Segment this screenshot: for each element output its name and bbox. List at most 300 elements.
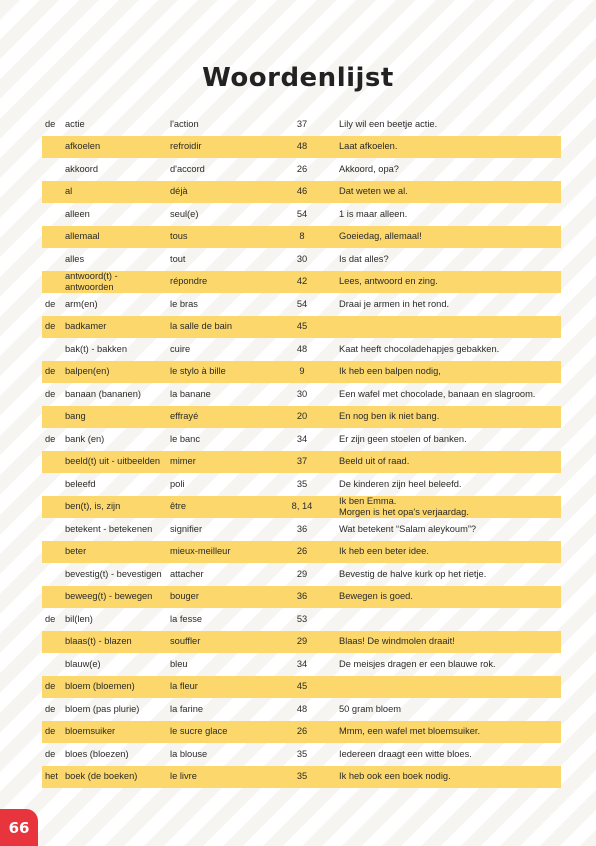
row-article	[45, 136, 65, 159]
row-french-text: signifier	[170, 523, 203, 534]
row-article-text: de	[45, 298, 56, 309]
row-article	[45, 383, 65, 406]
table-row	[42, 743, 561, 766]
row-example-text: Goeiedag, allemaal!	[339, 231, 422, 242]
row-french	[170, 766, 285, 789]
row-page	[282, 631, 322, 654]
row-article-text: de	[45, 613, 56, 624]
row-page-text: 8	[299, 231, 305, 242]
row-example	[339, 406, 559, 429]
table-row	[42, 428, 561, 451]
row-example-text: Kaat heeft chocoladehapjes gebakken.	[339, 343, 500, 354]
row-page	[282, 226, 322, 249]
row-word-text: bang	[65, 411, 86, 422]
row-article-text: de	[45, 321, 56, 332]
row-french	[170, 586, 285, 609]
row-french	[170, 136, 285, 159]
table-row	[42, 541, 561, 564]
row-french-text: le livre	[170, 771, 197, 782]
row-word	[65, 721, 165, 744]
row-word	[65, 653, 165, 676]
row-article	[45, 653, 65, 676]
table-row	[42, 316, 561, 339]
row-word-text: beeld(t) uit - uitbeelden	[65, 456, 161, 467]
row-example-text: De kinderen zijn heel beleefd.	[339, 478, 462, 489]
table-row	[42, 181, 561, 204]
row-word	[65, 698, 165, 721]
row-example-text: Lily wil een beetje actie.	[339, 118, 438, 129]
row-page-text: 53	[296, 613, 308, 624]
row-french	[170, 203, 285, 226]
row-article	[45, 473, 65, 496]
table-row	[42, 518, 561, 541]
row-french	[170, 608, 285, 631]
row-example-text: En nog ben ik niet bang.	[339, 411, 440, 422]
table-row	[42, 406, 561, 429]
row-french-text: bleu	[170, 658, 188, 669]
table-row	[42, 586, 561, 609]
row-french-text: la farine	[170, 703, 204, 714]
row-page-text: 37	[296, 456, 308, 467]
row-example	[339, 113, 559, 136]
row-example-text: Akkoord, opa?	[339, 163, 399, 174]
row-french-text: mieux-meilleur	[170, 546, 231, 557]
row-page	[282, 203, 322, 226]
row-example-text: 50 gram bloem	[339, 703, 402, 714]
row-page-text: 48	[296, 343, 308, 354]
row-word-text: beter	[65, 546, 87, 557]
row-french	[170, 383, 285, 406]
row-french-text: répondre	[170, 276, 208, 287]
row-page	[282, 496, 322, 519]
row-article-text: de	[45, 433, 56, 444]
row-article	[45, 361, 65, 384]
row-example	[339, 181, 559, 204]
row-french-text: cuire	[170, 343, 191, 354]
row-word-text: antwoord(t) - antwoorden	[65, 271, 118, 292]
row-page-text: 26	[296, 546, 308, 557]
row-french	[170, 113, 285, 136]
row-article	[45, 248, 65, 271]
row-word-text: bloemsuiker	[65, 726, 116, 737]
row-word	[65, 631, 165, 654]
row-word-text: al	[65, 186, 73, 197]
row-word-text: boek (de boeken)	[65, 771, 138, 782]
row-french	[170, 361, 285, 384]
row-example-text: Bewegen is goed.	[339, 591, 413, 602]
row-french-text: le banc	[170, 433, 200, 444]
row-article-text: de	[45, 703, 56, 714]
row-example	[339, 766, 559, 789]
row-word	[65, 271, 165, 294]
row-page	[282, 113, 322, 136]
row-word	[65, 406, 165, 429]
row-french-text: la salle de bain	[170, 321, 233, 332]
row-word-text: bloem (pas plurie)	[65, 703, 140, 714]
row-page	[282, 721, 322, 744]
row-word	[65, 473, 165, 496]
row-page	[282, 316, 322, 339]
row-word	[65, 338, 165, 361]
row-example	[339, 271, 559, 294]
table-row	[42, 473, 561, 496]
row-page-text: 54	[296, 298, 308, 309]
row-word	[65, 451, 165, 474]
row-word-text: banaan (bananen)	[65, 388, 141, 399]
row-word-text: akkoord	[65, 163, 99, 174]
page-number-badge: 66	[0, 809, 38, 846]
row-page-text: 35	[296, 748, 308, 759]
table-row	[42, 496, 561, 519]
row-word	[65, 428, 165, 451]
row-french-text: déjà	[170, 186, 188, 197]
page-title: Woordenlijst	[202, 63, 394, 93]
row-example	[339, 203, 559, 226]
row-example-text: 1 is maar alleen.	[339, 208, 408, 219]
row-article	[45, 563, 65, 586]
row-article	[45, 338, 65, 361]
row-page	[282, 181, 322, 204]
row-page-text: 34	[296, 433, 308, 444]
row-french-text: la fleur	[170, 681, 198, 692]
row-article-text: de	[45, 118, 56, 129]
row-example	[339, 653, 559, 676]
row-french	[170, 653, 285, 676]
row-example-text: Lees, antwoord en zing.	[339, 276, 438, 287]
row-page-text: 30	[296, 388, 308, 399]
row-word-text: ben(t), is, zijn	[65, 501, 121, 512]
row-french-text: tout	[170, 253, 186, 264]
row-page	[282, 158, 322, 181]
row-french	[170, 406, 285, 429]
row-french-text: la blouse	[170, 748, 208, 759]
row-page-text: 37	[296, 118, 308, 129]
table-row	[42, 361, 561, 384]
row-french	[170, 563, 285, 586]
row-article-text: de	[45, 748, 56, 759]
row-page	[282, 473, 322, 496]
row-article	[45, 608, 65, 631]
row-page	[282, 586, 322, 609]
row-word-text: beleefd	[65, 478, 96, 489]
table-row	[42, 248, 561, 271]
row-article	[45, 698, 65, 721]
row-article	[45, 113, 65, 136]
row-french	[170, 518, 285, 541]
row-word-text: bloem (bloemen)	[65, 681, 135, 692]
row-article	[45, 406, 65, 429]
table-row	[42, 451, 561, 474]
row-article	[45, 271, 65, 294]
row-french-text: mimer	[170, 456, 196, 467]
row-example	[339, 428, 559, 451]
table-row	[42, 203, 561, 226]
row-french	[170, 676, 285, 699]
row-article	[45, 293, 65, 316]
row-article	[45, 226, 65, 249]
row-french-text: tous	[170, 231, 188, 242]
row-page	[282, 563, 322, 586]
row-french-text: être	[170, 501, 187, 512]
row-word-text: afkoelen	[65, 141, 101, 152]
row-article	[45, 743, 65, 766]
row-example	[339, 293, 559, 316]
row-word	[65, 361, 165, 384]
row-word	[65, 226, 165, 249]
row-french-text: le bras	[170, 298, 198, 309]
row-example-text: Ik heb een beter idee.	[339, 546, 429, 557]
row-example-text: Dat weten we al.	[339, 186, 408, 197]
row-word-text: allemaal	[65, 231, 100, 242]
row-page-text: 48	[296, 141, 308, 152]
row-word	[65, 181, 165, 204]
row-french	[170, 496, 285, 519]
row-article	[45, 316, 65, 339]
row-french	[170, 631, 285, 654]
row-page-text: 29	[296, 636, 308, 647]
row-example	[339, 563, 559, 586]
row-french	[170, 248, 285, 271]
row-page	[282, 383, 322, 406]
row-french-text: refroidir	[170, 141, 202, 152]
row-page	[282, 361, 322, 384]
row-page-text: 35	[296, 771, 308, 782]
row-article	[45, 496, 65, 519]
row-example	[339, 226, 559, 249]
row-example-text: Blaas! De windmolen draait!	[339, 636, 455, 647]
row-french-text: la banane	[170, 388, 211, 399]
row-french	[170, 293, 285, 316]
row-french	[170, 541, 285, 564]
row-word	[65, 203, 165, 226]
row-article-text: de	[45, 388, 56, 399]
row-word-text: bevestig(t) - bevestigen	[65, 568, 162, 579]
row-example	[339, 248, 559, 271]
row-word	[65, 158, 165, 181]
row-french-text: poli	[170, 478, 185, 489]
row-french	[170, 158, 285, 181]
row-article	[45, 541, 65, 564]
row-page	[282, 743, 322, 766]
row-page	[282, 271, 322, 294]
row-page-text: 9	[299, 366, 305, 377]
table-row	[42, 653, 561, 676]
row-page	[282, 698, 322, 721]
row-word-text: bloes (bloezen)	[65, 748, 129, 759]
row-example	[339, 518, 559, 541]
row-page-text: 46	[296, 186, 308, 197]
row-article	[45, 766, 65, 789]
row-french	[170, 698, 285, 721]
row-example	[339, 316, 559, 339]
row-page-text: 42	[296, 276, 308, 287]
row-page-text: 26	[296, 726, 308, 737]
row-word	[65, 496, 165, 519]
table-row	[42, 631, 561, 654]
row-example-text: Ik heb ook een boek nodig.	[339, 771, 451, 782]
row-article-text: het	[45, 771, 58, 782]
row-page-text: 30	[296, 253, 308, 264]
row-article	[45, 451, 65, 474]
row-article-text: de	[45, 726, 56, 737]
row-french-text: le stylo à bille	[170, 366, 226, 377]
table-row	[42, 698, 561, 721]
row-french-text: l'action	[170, 118, 199, 129]
row-french-text: souffler	[170, 636, 201, 647]
row-page-text: 45	[296, 681, 308, 692]
row-word-text: arm(en)	[65, 298, 98, 309]
row-french-text: la fesse	[170, 613, 203, 624]
row-french	[170, 271, 285, 294]
row-example-text: Ik heb een balpen nodig,	[339, 366, 441, 377]
row-page	[282, 766, 322, 789]
row-word-text: badkamer	[65, 321, 107, 332]
row-example-text: Is dat alles?	[339, 253, 389, 264]
row-word-text: balpen(en)	[65, 366, 110, 377]
table-row	[42, 113, 561, 136]
row-example	[339, 496, 559, 519]
row-article	[45, 181, 65, 204]
table-row	[42, 721, 561, 744]
row-word	[65, 608, 165, 631]
row-page	[282, 428, 322, 451]
row-word	[65, 113, 165, 136]
row-example-text: Iedereen draagt een witte bloes.	[339, 748, 472, 759]
row-example	[339, 586, 559, 609]
row-example-text: Er zijn geen stoelen of banken.	[339, 433, 467, 444]
row-word-text: bil(len)	[65, 613, 93, 624]
row-example-text: Mmm, een wafel met bloemsuiker.	[339, 726, 481, 737]
row-example	[339, 158, 559, 181]
row-article	[45, 586, 65, 609]
row-page-text: 48	[296, 703, 308, 714]
row-example-text: De meisjes dragen er een blauwe rok.	[339, 658, 496, 669]
row-article	[45, 428, 65, 451]
row-example-text: Wat betekent “Salam aleykoum”?	[339, 523, 477, 534]
row-word-text: alles	[65, 253, 85, 264]
row-page	[282, 293, 322, 316]
row-article	[45, 158, 65, 181]
row-article	[45, 721, 65, 744]
row-page	[282, 653, 322, 676]
row-word	[65, 563, 165, 586]
table-row	[42, 766, 561, 789]
row-example	[339, 541, 559, 564]
row-french-text: seul(e)	[170, 208, 199, 219]
table-row	[42, 608, 561, 631]
row-word-text: blaas(t) - blazen	[65, 636, 132, 647]
row-word-text: beweeg(t) - bewegen	[65, 591, 153, 602]
row-french	[170, 451, 285, 474]
row-example-text: Beeld uit of raad.	[339, 456, 410, 467]
row-word-text: bak(t) - bakken	[65, 343, 128, 354]
table-row	[42, 271, 561, 294]
row-page	[282, 518, 322, 541]
row-example	[339, 676, 559, 699]
row-word-text: bank (en)	[65, 433, 105, 444]
row-page-text: 36	[296, 523, 308, 534]
row-word-text: actie	[65, 118, 85, 129]
row-french	[170, 338, 285, 361]
row-example	[339, 338, 559, 361]
row-example	[339, 698, 559, 721]
row-page-text: 20	[296, 411, 308, 422]
row-article	[45, 518, 65, 541]
row-example	[339, 743, 559, 766]
row-page	[282, 248, 322, 271]
row-page-text: 35	[296, 478, 308, 489]
row-example	[339, 136, 559, 159]
row-french	[170, 721, 285, 744]
row-example-text: Draai je armen in het rond.	[339, 298, 450, 309]
row-page	[282, 136, 322, 159]
row-example-text: Een wafel met chocolade, banaan en slagroom.	[339, 388, 536, 399]
row-page-text: 29	[296, 568, 308, 579]
row-page	[282, 451, 322, 474]
row-word	[65, 743, 165, 766]
row-word	[65, 676, 165, 699]
row-page	[282, 608, 322, 631]
row-word	[65, 316, 165, 339]
row-page	[282, 338, 322, 361]
row-article	[45, 203, 65, 226]
row-french-text: le sucre glace	[170, 726, 228, 737]
row-page-text: 45	[296, 321, 308, 332]
row-french	[170, 181, 285, 204]
row-example-text: Laat afkoelen.	[339, 141, 398, 152]
row-article	[45, 631, 65, 654]
row-page	[282, 676, 322, 699]
row-article	[45, 676, 65, 699]
row-french-text: effrayé	[170, 411, 199, 422]
row-word	[65, 766, 165, 789]
vocabulary-table	[42, 113, 561, 788]
row-page-text: 54	[296, 208, 308, 219]
row-word-text: blauw(e)	[65, 658, 101, 669]
row-word-text: betekent - betekenen	[65, 523, 153, 534]
row-example	[339, 361, 559, 384]
row-word	[65, 586, 165, 609]
row-french-text: bouger	[170, 591, 199, 602]
row-example-text: Bevestig de halve kurk op het rietje.	[339, 568, 487, 579]
table-row	[42, 563, 561, 586]
table-row	[42, 383, 561, 406]
row-page	[282, 541, 322, 564]
row-page-text: 26	[296, 163, 308, 174]
row-french	[170, 428, 285, 451]
row-word	[65, 293, 165, 316]
table-row	[42, 158, 561, 181]
row-word-text: alleen	[65, 208, 90, 219]
row-page-text: 36	[296, 591, 308, 602]
row-example-text: Ik ben Emma. Morgen is het opa's verjaardag.	[339, 496, 469, 517]
row-example	[339, 631, 559, 654]
row-page	[282, 406, 322, 429]
row-example	[339, 721, 559, 744]
row-word	[65, 248, 165, 271]
row-page-text: 8, 14	[291, 501, 313, 512]
row-french-text: d'accord	[170, 163, 205, 174]
row-page-text: 34	[296, 658, 308, 669]
row-french	[170, 226, 285, 249]
row-french	[170, 473, 285, 496]
table-row	[42, 676, 561, 699]
row-word	[65, 541, 165, 564]
row-example	[339, 608, 559, 631]
table-row	[42, 293, 561, 316]
row-word	[65, 518, 165, 541]
row-french-text: attacher	[170, 568, 204, 579]
